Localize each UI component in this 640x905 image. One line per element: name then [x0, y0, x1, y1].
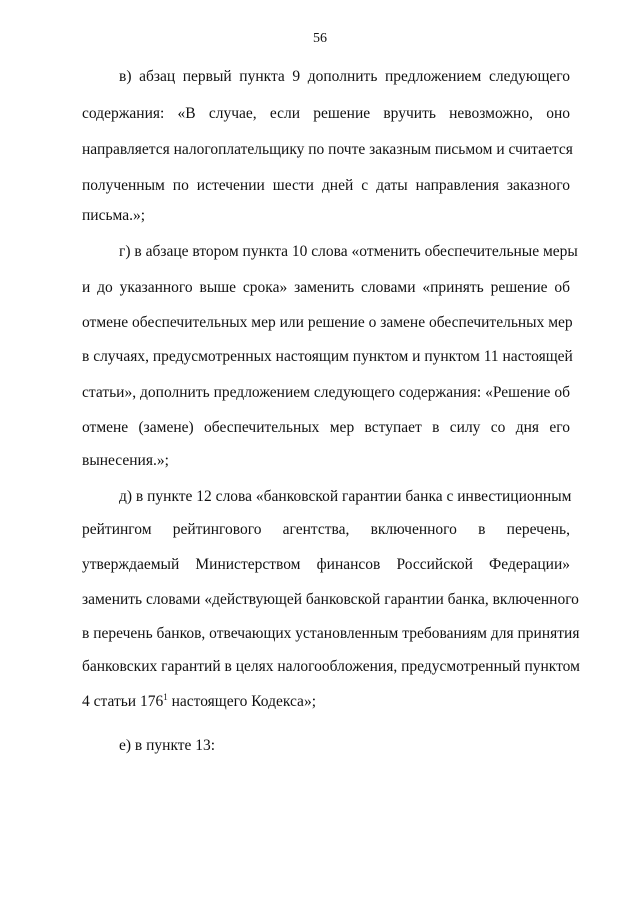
text-line: полученным по истечении шести дней с даты направления заказного [82, 177, 570, 194]
text-line: отмене (замене) обеспечительных мер вступает в силу со дня его [82, 419, 570, 436]
text-line: отмене обеспечительных мер или решение о замене обеспечительных мер [82, 314, 573, 331]
text-line: вынесения.»; [82, 452, 169, 469]
text-line: банковских гарантий в целях налогообложения, предусмотренный пунктом [82, 658, 580, 675]
text-line: и до указанного выше срока» заменить словами «принять решение об [82, 279, 570, 296]
text-line: в перечень банков, отвечающих установленным требованиям для принятия [82, 625, 580, 642]
text-line: статьи», дополнить предложением следующего содержания: «Решение об [82, 384, 570, 401]
superscript: 1 [163, 692, 168, 702]
text-line [82, 692, 570, 712]
text-line: в случаях, предусмотренных настоящим пунктом и пунктом 11 настоящей [82, 348, 573, 365]
page-number: 56 [313, 31, 327, 46]
text-line: рейтингом рейтингового агентства, включенного в перечень, [82, 521, 570, 538]
text-segment: 4 статьи 176 [82, 693, 164, 710]
text-segment: настоящего Кодекса»; [167, 693, 316, 710]
text-line: г) в абзаце втором пункта 10 слова «отменить обеспечительные меры [119, 243, 578, 260]
text-line: е) в пункте 13: [119, 737, 216, 754]
text-line: в) абзац первый пункта 9 дополнить предложением следующего [119, 68, 570, 85]
text-line: письма.»; [82, 207, 146, 224]
text-line: заменить словами «действующей банковской гарантии банка, включенного [82, 591, 579, 608]
text-line: направляется налогоплательщику по почте заказным письмом и считается [82, 141, 573, 158]
text-line: утверждаемый Министерством финансов Российской Федерации» [82, 556, 570, 573]
text-line: содержания: «В случае, если решение вручить невозможно, оно [82, 105, 570, 122]
text-line: д) в пункте 12 слова «банковской гарантии банка с инвестиционным [119, 488, 572, 505]
